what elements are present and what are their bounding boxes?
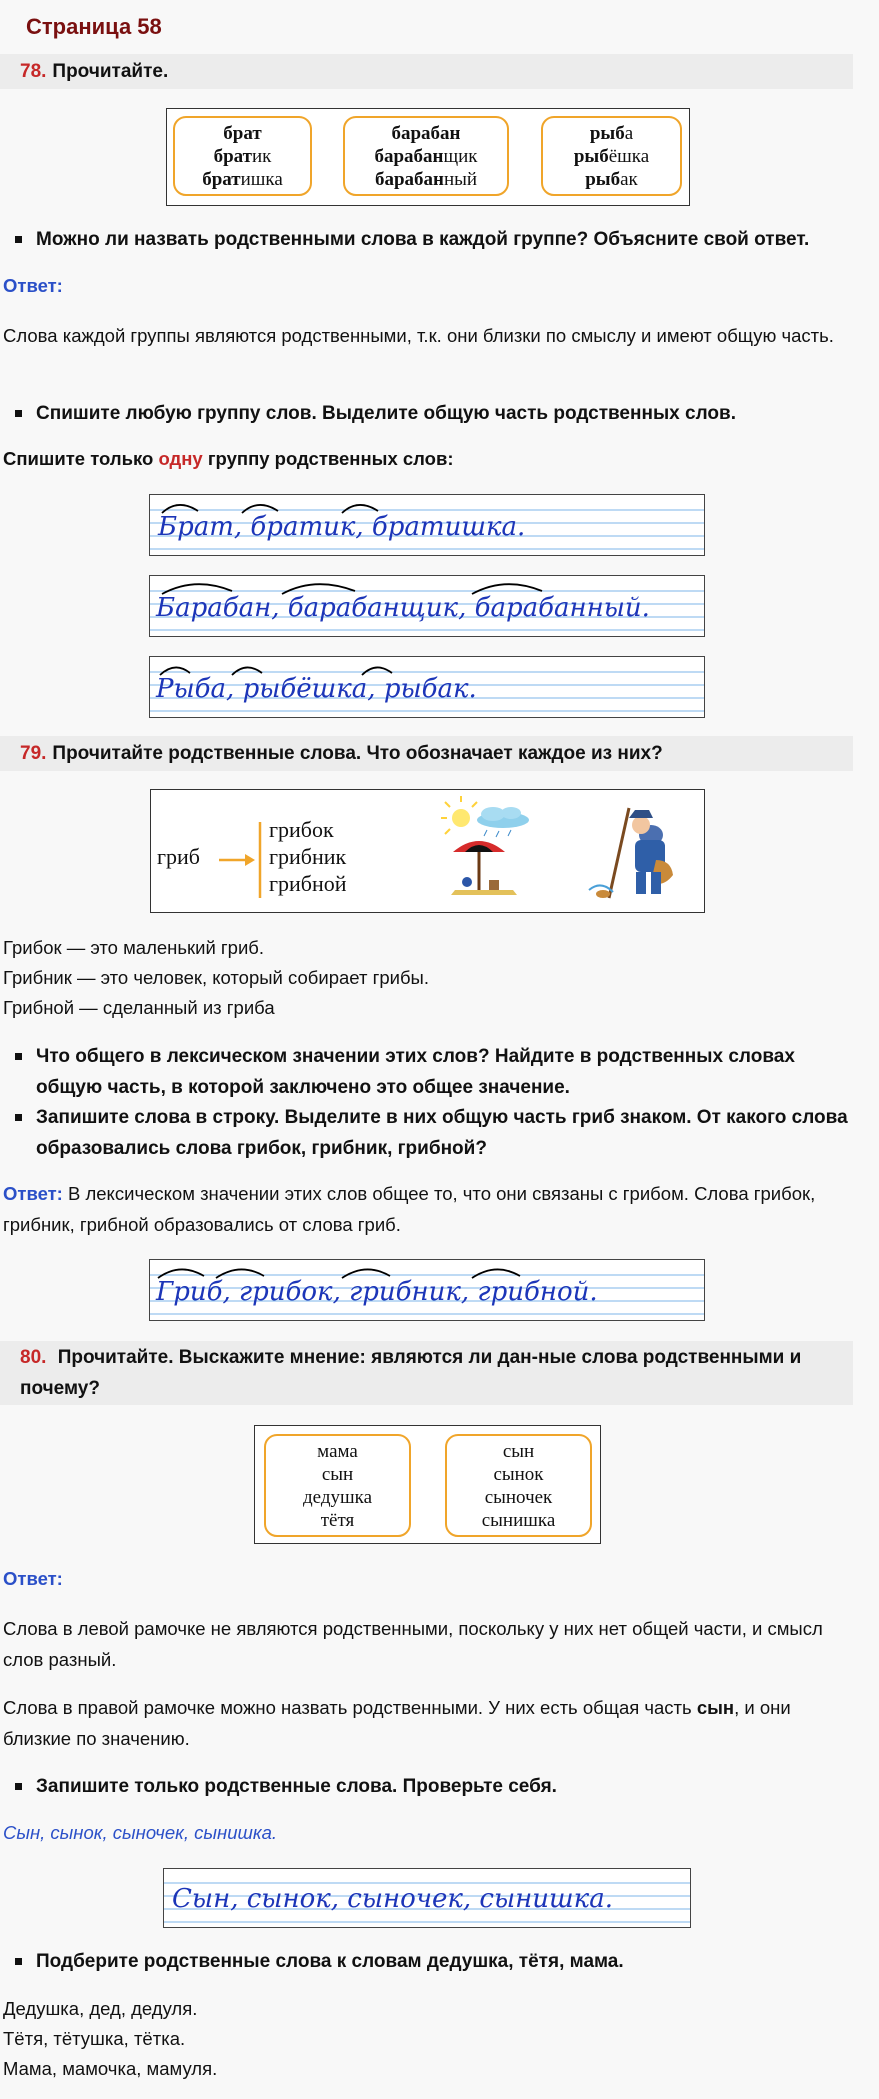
related-words-row: Дедушка, дед, дедуля. [3, 1998, 198, 2019]
answer-label: Ответ: [3, 1183, 63, 1204]
answer-text-2 [3, 1692, 848, 1754]
word: тётя [320, 1509, 355, 1531]
question-78-1 [12, 224, 852, 255]
word: сынишка [481, 1509, 556, 1531]
task-number: 79. [20, 742, 47, 764]
right-frame [445, 1434, 592, 1537]
answer-label: Ответ: [3, 1568, 63, 1589]
word: братик [213, 145, 272, 167]
handwritten-text: Барабан, барабанщик, барабанный. [156, 593, 650, 623]
word-group-ryba [541, 116, 682, 196]
instruction [3, 443, 848, 474]
task-79-header [0, 736, 853, 771]
italic-answer: Сын, сынок, сыночек, сынишка. [3, 1822, 278, 1843]
word: сын [321, 1463, 354, 1485]
page-title: Страница 58 [26, 14, 162, 39]
task-text: Прочитайте. Выскажите мнение: являются ли дан-ные слова родственными и почему? [20, 1347, 802, 1399]
question-text: Запишите слова в строку. Выделите в них общую часть гриб знаком. От какого слова образовались слова грибок, грибник, грибной? [36, 1107, 848, 1159]
handwriting-brat [149, 494, 705, 556]
word: сын [502, 1440, 535, 1462]
instruction-part: Спишите только [3, 448, 159, 469]
task-text: Прочитайте. [52, 60, 169, 82]
word: сынок [493, 1463, 544, 1485]
related-word: грибной [269, 871, 347, 896]
related-word: грибник [269, 844, 347, 869]
mushroom-figure [150, 789, 705, 913]
word: рыбак [585, 168, 638, 190]
word-groups-figure [166, 108, 690, 206]
answer-text: В лексическом значении этих слов общее то, что они связаны с грибом. Слова грибок, грибник, грибной образовались от слова гриб. [3, 1183, 816, 1235]
definition: Грибок — это маленький гриб. [3, 937, 265, 958]
word-group-baraban [343, 116, 509, 196]
related-words-row: Тётя, тётушка, тётка. [3, 2028, 186, 2049]
handwritten-text: Сын, сынок, сыночек, сынишка. [172, 1884, 613, 1914]
handwriting-grib [149, 1259, 705, 1321]
question-text: Что общего в лексическом значении этих слов? Найдите в родственных словах общую часть, в которой заключено это общее значение. [36, 1046, 795, 1098]
word: брат [223, 122, 262, 144]
word-group-brat [173, 116, 312, 196]
word: барабанный [374, 168, 478, 190]
answer-label: Ответ: [3, 275, 63, 296]
handwritten-text: Гриб, грибок, грибник, грибной. [156, 1277, 598, 1307]
handwriting-ryba [149, 656, 705, 718]
question-text: Спишите любую группу слов. Выделите общую часть родственных слов. [36, 403, 736, 424]
question-79-1 [12, 1041, 852, 1103]
instruction-part: группу родственных слов: [202, 448, 454, 469]
word: рыба [589, 122, 634, 144]
related-words-list [269, 816, 347, 897]
word: братишка [202, 168, 283, 190]
answer-highlight: сын [696, 1697, 735, 1718]
question-text: Запишите только родственные слова. Проверьте себя. [36, 1776, 557, 1797]
instruction-highlight: одну [158, 448, 203, 469]
answer-79 [3, 1178, 848, 1240]
question-79-2 [12, 1102, 852, 1164]
question-80-2 [12, 1946, 852, 1977]
word: барабанщик [374, 145, 478, 167]
word: дедушка [302, 1486, 373, 1508]
task-text: Прочитайте родственные слова. Что обозначает каждое из них? [52, 742, 663, 764]
task-78-header [0, 54, 853, 89]
question-80-1 [12, 1771, 852, 1802]
related-word: грибок [269, 817, 334, 842]
cloud-icon [477, 807, 529, 837]
task-number: 78. [20, 60, 47, 82]
mushroom-illustration [151, 790, 705, 913]
mushroom-picker-icon [589, 808, 673, 898]
word: мама [317, 1440, 358, 1462]
answer-part: Слова в правой рамочке можно назвать родственными. У них есть общая часть [3, 1697, 697, 1718]
task-80-header [0, 1341, 853, 1405]
left-frame [264, 1434, 411, 1537]
word: рыбёшка [573, 145, 650, 167]
question-78-2 [12, 398, 852, 429]
handwritten-text: Брат, братик, братишка. [158, 512, 526, 542]
handwritten-text: Рыба, рыбёшка, рыбак. [156, 674, 477, 704]
definition: Грибной — сделанный из гриба [3, 997, 275, 1018]
sun-icon [441, 796, 477, 834]
answer-text: Слова в левой рамочке не являются родственными, поскольку у них нет общей части, и смысл слов разный. [3, 1618, 823, 1670]
umbrella-icon [451, 841, 517, 895]
root-word: гриб [157, 844, 200, 869]
answer-part: , и они близкие по значению. [3, 1697, 791, 1749]
question-text: Можно ли назвать родственными слова в каждой группе? Объясните свой ответ. [36, 229, 810, 250]
word: барабан [391, 122, 461, 144]
question-text: Подберите родственные слова к словам дедушка, тётя, мама. [36, 1951, 624, 1972]
handwriting-baraban [149, 575, 705, 637]
answer-text: Слова каждой группы являются родственными, т.к. они близки по смыслу и имеют общую часть. [3, 325, 834, 346]
task-number: 80. [20, 1347, 47, 1368]
definition: Грибник — это человек, который собирает грибы. [3, 967, 429, 988]
related-words-row: Мама, мамочка, мамуля. [3, 2058, 218, 2079]
word-frames-figure [254, 1425, 601, 1544]
handwriting-syn [163, 1868, 691, 1928]
word: сыночек [484, 1486, 553, 1508]
